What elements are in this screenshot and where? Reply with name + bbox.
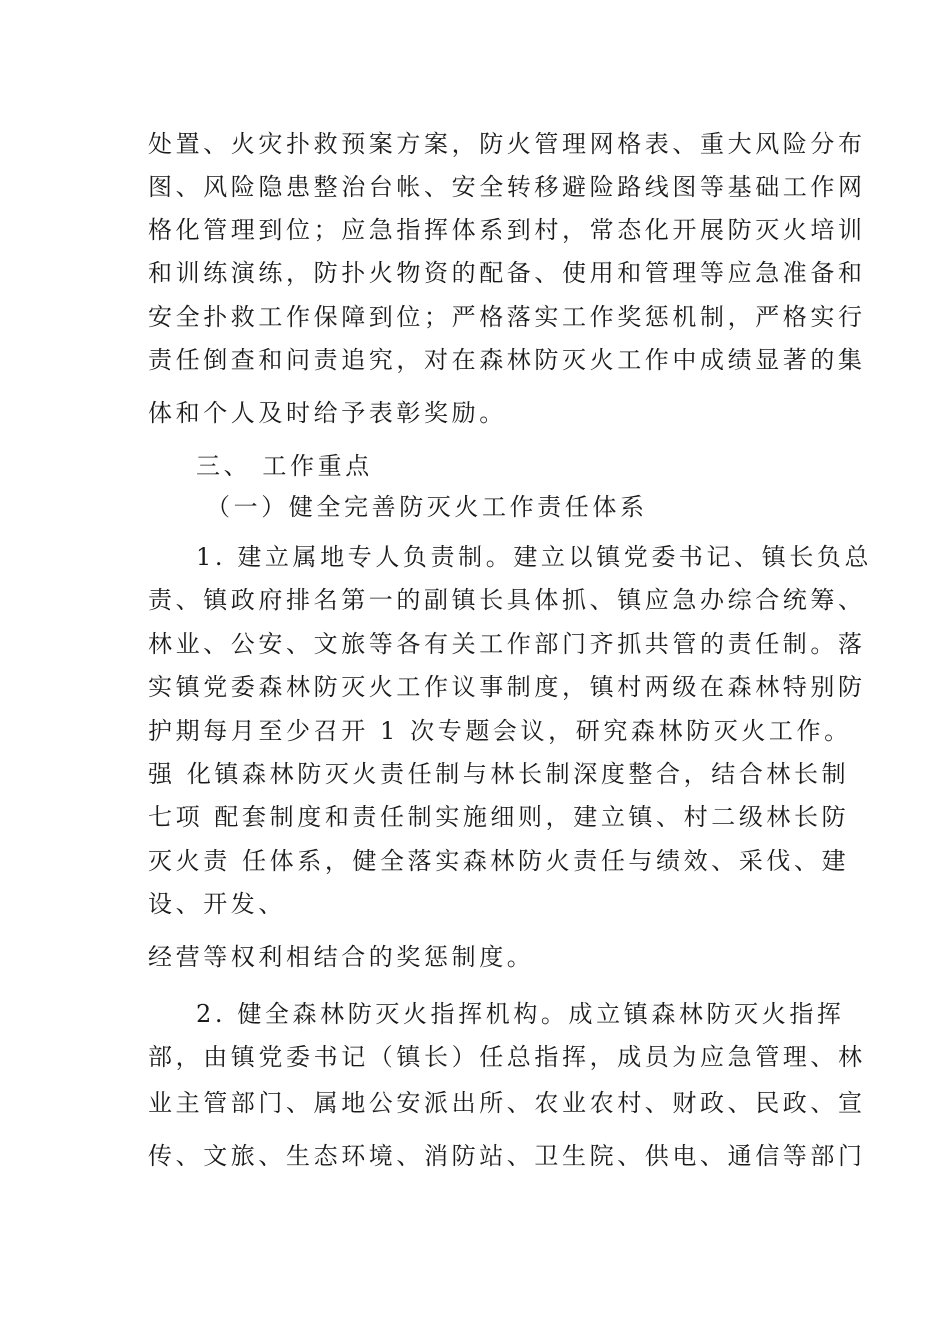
text-line: 传、文旅、生态环境、消防站、卫生院、供电、通信等部门: [148, 1142, 866, 1170]
text-line: 七项 配套制度和责任制实施细则，建立镇、村二级林长防: [148, 803, 850, 831]
text-line: 格化管理到位；应急指挥体系到村，常态化开展防灭火培训: [148, 216, 866, 244]
text-line: 处置、火灾扑救预案方案，防火管理网格表、重大风险分布: [148, 130, 866, 158]
text-line: 设、开发、: [148, 890, 286, 918]
text-line: 和训练演练，防扑火物资的配备、使用和管理等应急准备和: [148, 259, 866, 287]
text-line: 护期每月至少召开 1 次专题会议，研究森林防灭火工作。: [148, 717, 852, 745]
text-line: 强 化镇森林防灭火责任制与林长制深度整合，结合林长制: [148, 760, 850, 788]
subsection-heading: （一）健全完善防灭火工作责任体系: [206, 493, 648, 521]
section-heading: 三、 工作重点: [196, 452, 373, 480]
text-line: 灭火责 任体系，健全落实森林防火责任与绩效、采伐、建: [148, 847, 850, 875]
paragraph-start: 1. 建立属地专人负责制。建立以镇党委书记、镇长负总: [196, 543, 873, 571]
text-line: 经营等权利相结合的奖惩制度。: [148, 943, 535, 971]
text-line: 责、镇政府排名第一的副镇长具体抓、镇应急办综合统筹、: [148, 586, 866, 614]
text-line: 实镇党委森林防灭火工作议事制度，镇村两级在森林特别防: [148, 673, 866, 701]
text-line: 责任倒查和问责追究，对在森林防灭火工作中成绩显著的集: [148, 346, 866, 374]
paragraph-start: 2. 健全森林防灭火指挥机构。成立镇森林防灭火指挥: [196, 1000, 845, 1028]
text-line: 体和个人及时给予表彰奖励。: [148, 399, 507, 427]
text-line: 图、风险隐患整治台帐、安全转移避险路线图等基础工作网: [148, 173, 866, 201]
text-line: 林业、公安、文旅等各有关工作部门齐抓共管的责任制。落: [148, 630, 866, 658]
text-line: 安全扑救工作保障到位；严格落实工作奖惩机制，严格实行: [148, 303, 866, 331]
text-line: 部，由镇党委书记（镇长）任总指挥，成员为应急管理、林: [148, 1043, 866, 1071]
text-line: 业主管部门、属地公安派出所、农业农村、财政、民政、宣: [148, 1089, 866, 1117]
